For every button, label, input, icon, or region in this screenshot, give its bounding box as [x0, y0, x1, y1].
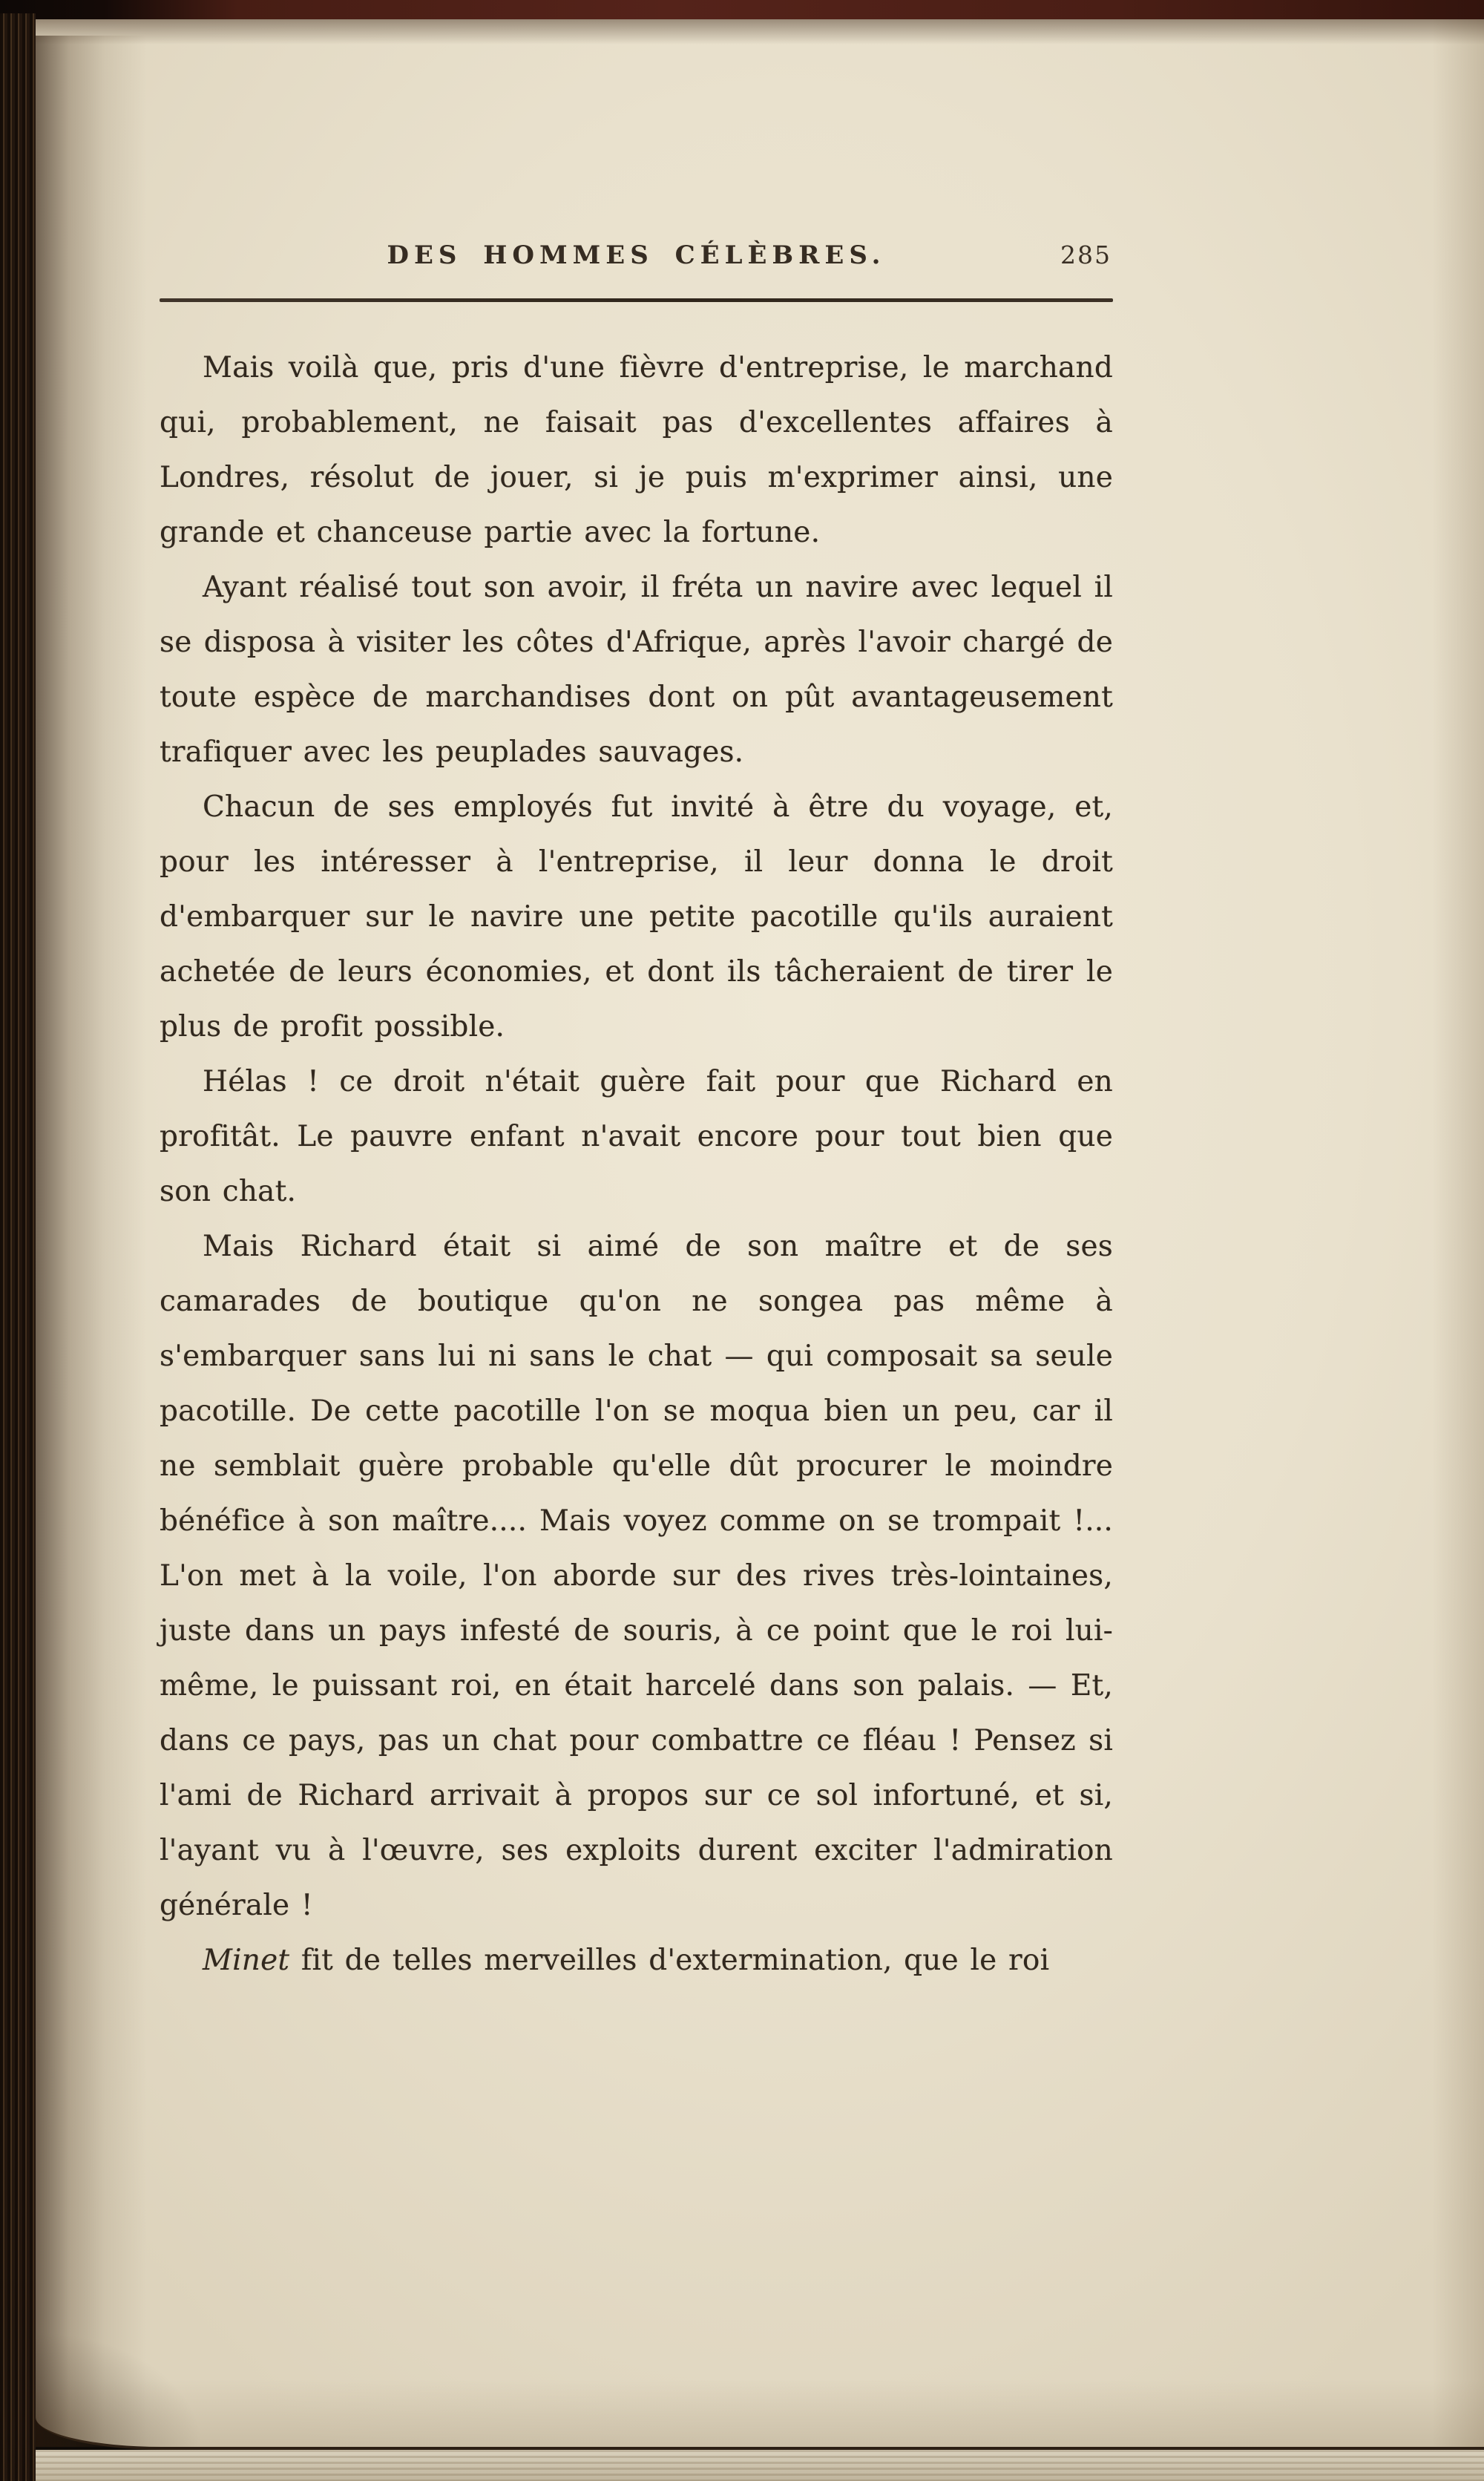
page-body	[160, 341, 1113, 1988]
book-page	[36, 18, 1484, 2450]
paragraph-5: Mais Richard était si aimé de son maître et de ses camarades de boutique qu'on ne songea pas même à s'embarquer sans lui ni sans le chat — qui composait sa seule pacotille. De cette pacotille l'on se moqua bien un peu, car il ne semblait guère probable qu'elle dût procurer le moindre bénéfice à son maître.... Mais voyez comme on se trompait !... L'on met à la voile, l'on aborde sur des rives très-lointaines, juste dans un pays infesté de souris, à ce point que le roi lui-même, le puissant roi, en était harcelé dans son palais. — Et, dans ce pays, pas un chat pour combattre ce fléau ! Pensez si l'ami de Richard arrivait à propos sur ce sol infortuné, et si, l'ayant vu à l'œuvre, ses exploits durent exciter l'admiration générale !	[160, 1230, 1113, 1922]
italic-lead-word: Minet	[203, 1944, 290, 1977]
paragraph-2: Ayant réalisé tout son avoir, il fréta un navire avec lequel il se disposa à visiter les côtes d'Afrique, après l'avoir chargé de toute espèce de marchandises dont on pût avantageusement trafiquer avec les peuplades sauvages.	[160, 571, 1113, 769]
running-title: DES HOMMES CÉLÈBRES.	[387, 240, 886, 270]
page-content	[160, 240, 1113, 1988]
book-spine-page-edges	[0, 13, 36, 2481]
gutter-shadow	[36, 36, 147, 2447]
book-cover-top-edge	[0, 0, 1484, 19]
header-rule	[160, 298, 1113, 302]
paragraph-6	[160, 1933, 1113, 1988]
paragraph-4: Hélas ! ce droit n'était guère fait pour que Richard en profitât. Le pauvre enfant n'avait encore pour tout bien que son chat.	[160, 1065, 1113, 1208]
page-number: 285	[1060, 240, 1112, 269]
cover-top-shadow	[0, 19, 1484, 45]
page-header	[160, 240, 1113, 276]
paragraph-6-text: fit de telles merveilles d'extermination, que le roi	[289, 1944, 1050, 1977]
paragraph-3: Chacun de ses employés fut invité à être du voyage, et, pour les intéresser à l'entreprise, il leur donna le droit d'embarquer sur le navire une petite pacotille qu'ils auraient achetée de leurs économies, et dont ils tâcheraient de tirer le plus de profit possible.	[160, 790, 1113, 1043]
paragraph-1: Mais voilà que, pris d'une fièvre d'entreprise, le marchand qui, probablement, ne faisait pas d'excellentes affaires à Londres, résolut de jouer, si je puis m'exprimer ainsi, une grande et chanceuse partie avec la fortune.	[160, 351, 1113, 549]
page-block-bottom-edge	[36, 2450, 1484, 2481]
